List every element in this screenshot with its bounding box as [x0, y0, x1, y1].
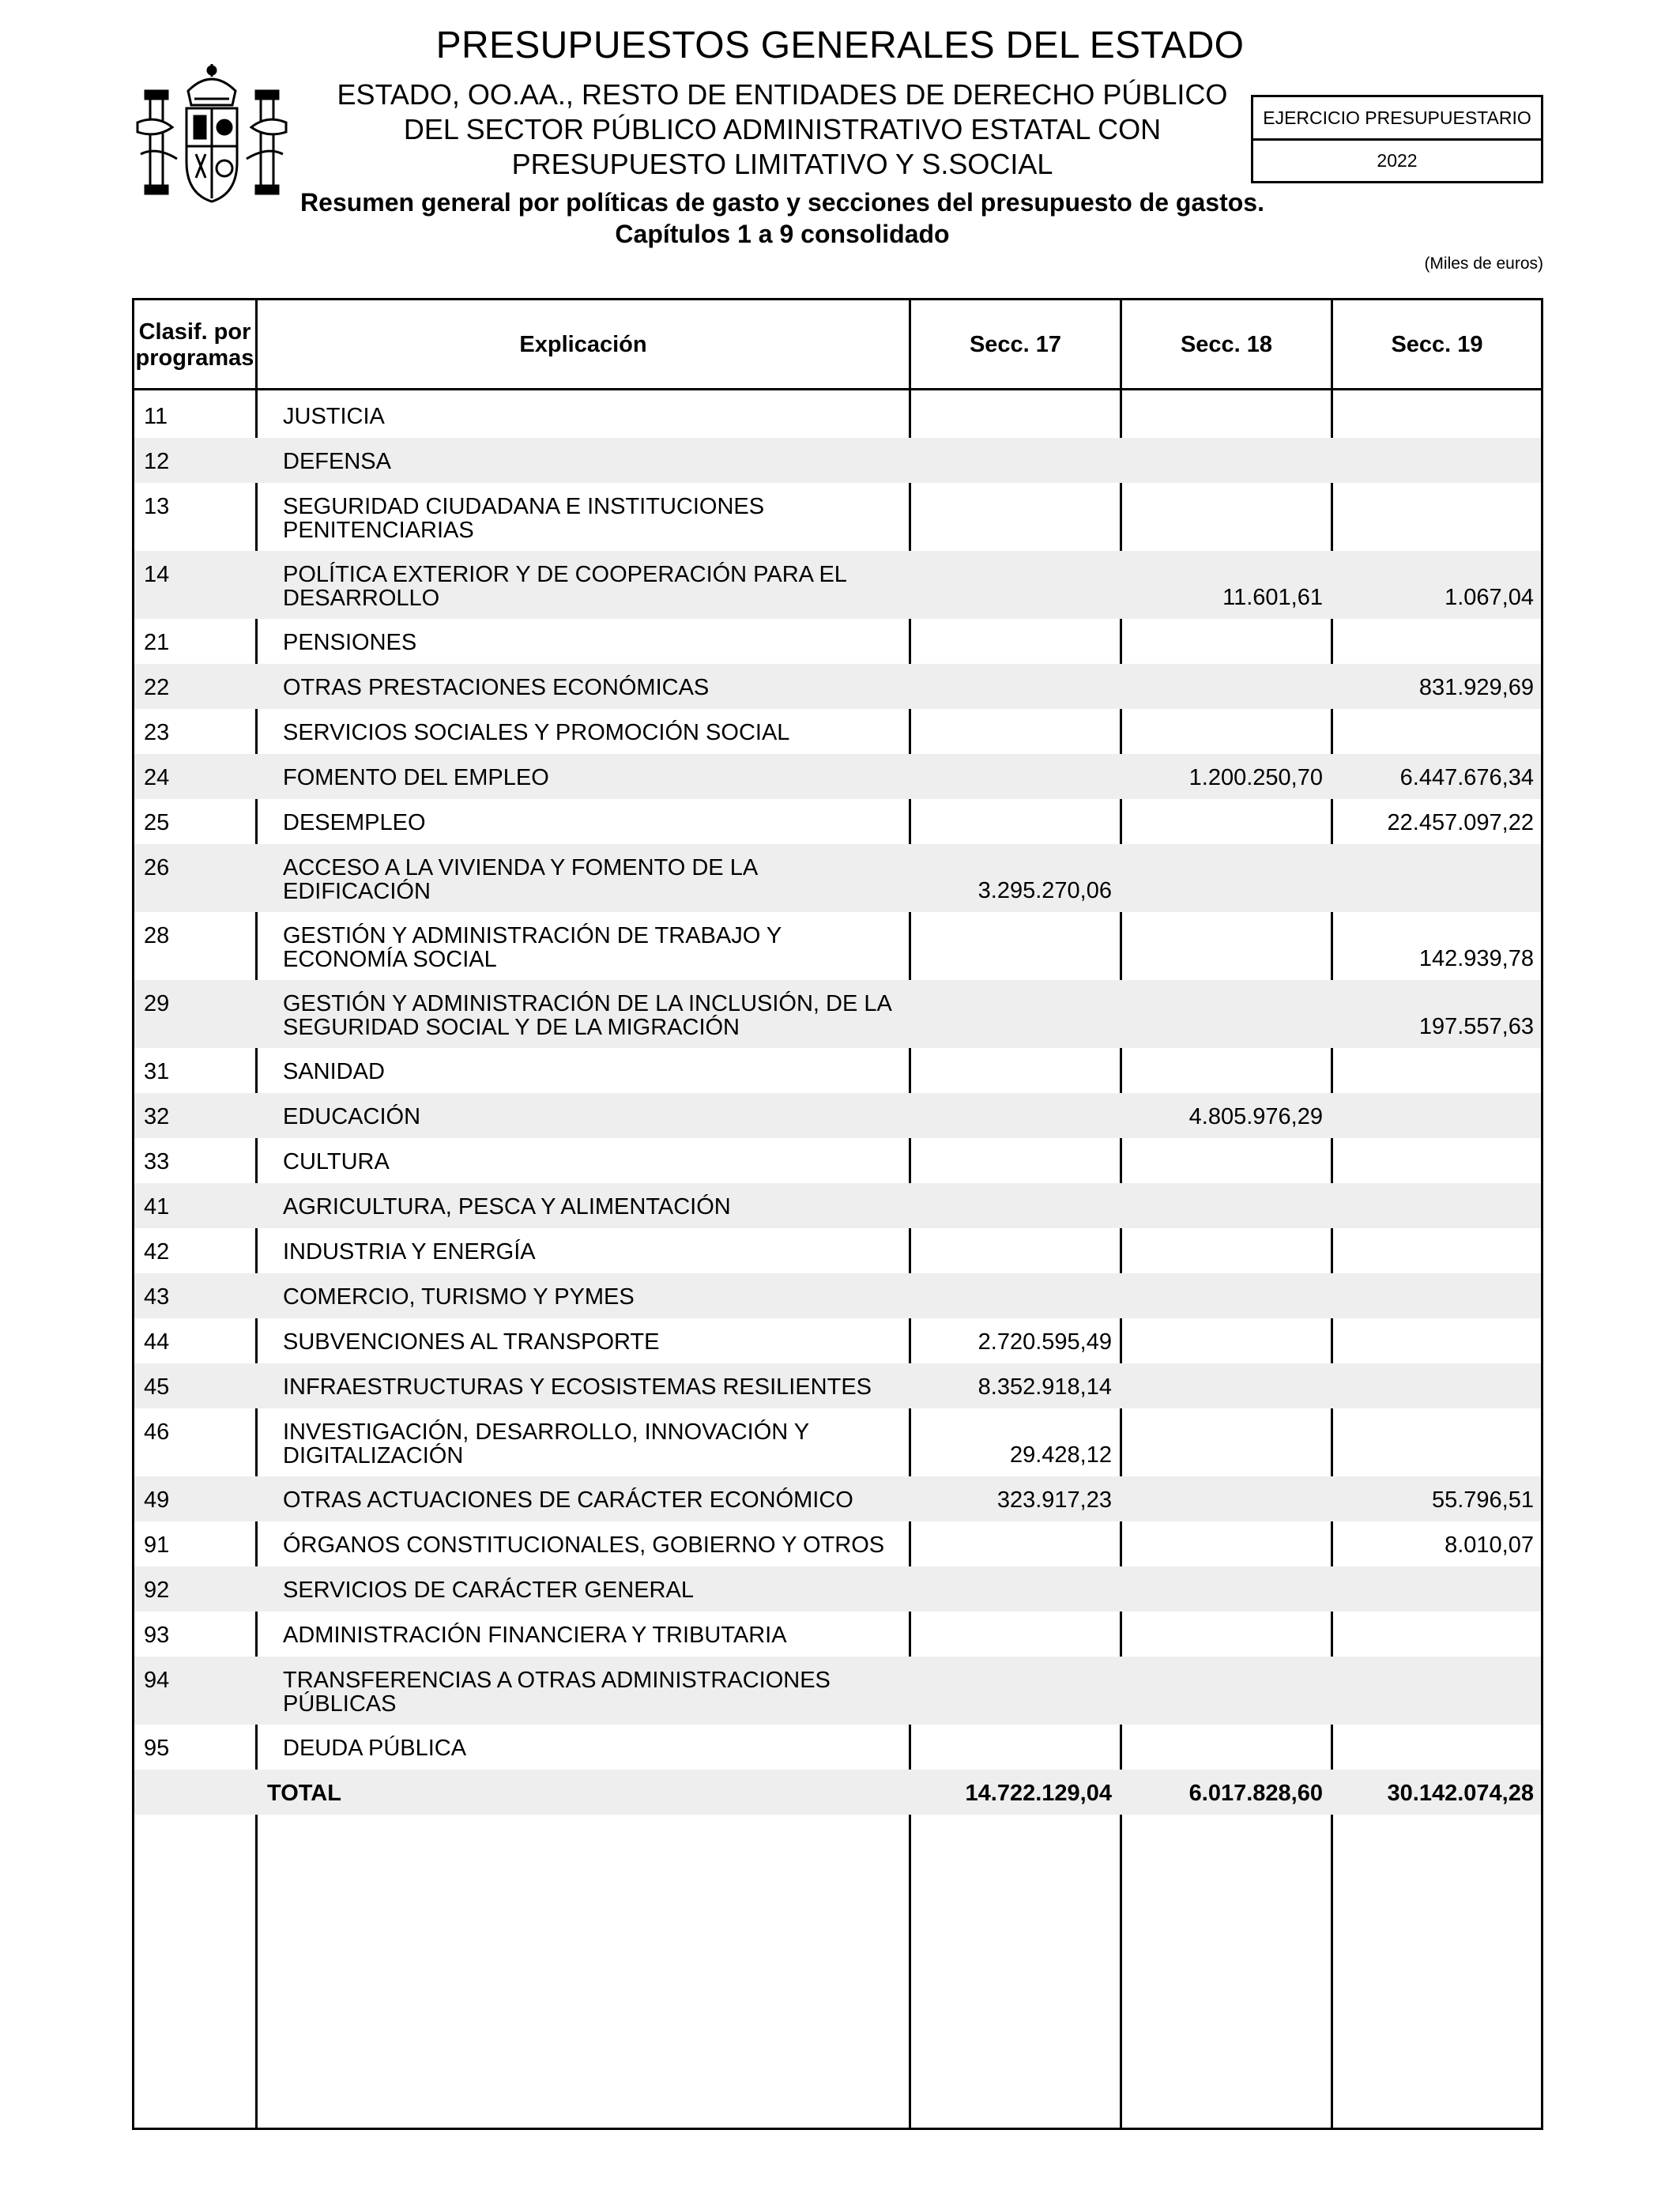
row-code: 28 [144, 923, 170, 948]
subtitle-line-3: PRESUPUESTO LIMITATIVO Y S.SOCIAL [511, 148, 1053, 180]
ejercicio-box [1251, 95, 1543, 183]
row-secc17-value: 3.295.270,06 [977, 878, 1112, 903]
row-code: 22 [144, 675, 170, 700]
col-header-explicacion: Explicación [519, 332, 647, 357]
summary-line-1: Resumen general por políticas de gasto y secciones del presupuesto de gastos. [300, 188, 1264, 217]
row-description: INVESTIGACIÓN, DESARROLLO, INNOVACIÓN Y DIGITALIZACIÓN [283, 1419, 809, 1468]
total-label: TOTAL [267, 1781, 341, 1806]
row-code: 41 [144, 1194, 170, 1220]
row-secc17-value: 8.352.918,14 [977, 1374, 1112, 1400]
summary-line-2: Capítulos 1 a 9 consolidado [615, 220, 950, 248]
row-code: 31 [144, 1059, 170, 1084]
row-description: SEGURIDAD CIUDADANA E INSTITUCIONES PENITENCIARIAS [283, 494, 765, 543]
row-description: COMERCIO, TURISMO Y PYMES [283, 1284, 635, 1310]
col-header-secc18: Secc. 18 [1180, 332, 1273, 357]
row-code: 42 [144, 1239, 170, 1265]
row-secc18-value: 4.805.976,29 [1188, 1104, 1323, 1129]
subtitle-line-2: DEL SECTOR PÚBLICO ADMINISTRATIVO ESTATAL CON [403, 113, 1162, 145]
row-description: AGRICULTURA, PESCA Y ALIMENTACIÓN [283, 1194, 731, 1220]
row-code: 95 [144, 1736, 170, 1761]
row-secc17-value: 2.720.595,49 [977, 1329, 1112, 1355]
row-description: SERVICIOS SOCIALES Y PROMOCIÓN SOCIAL [283, 720, 790, 745]
row-description: GESTIÓN Y ADMINISTRACIÓN DE LA INCLUSIÓN, DE LA SEGURIDAD SOCIAL Y DE LA MIGRACIÓN [283, 991, 891, 1040]
row-secc19-value: 22.457.097,22 [1387, 810, 1534, 835]
row-secc17-value: 29.428,12 [1009, 1442, 1112, 1468]
row-code: 25 [144, 810, 170, 835]
row-description: ACCESO A LA VIVIENDA Y FOMENTO DE LA EDIFICACIÓN [283, 855, 757, 904]
total-row-band [134, 1770, 1541, 1815]
row-secc19-value: 142.939,78 [1418, 946, 1534, 971]
row-description: DEUDA PÚBLICA [283, 1736, 467, 1761]
row-code: 49 [144, 1487, 170, 1513]
total-secc18-value: 6.017.828,60 [1188, 1781, 1323, 1806]
row-code: 46 [144, 1419, 170, 1445]
row-description: DESEMPLEO [283, 810, 426, 835]
page-title: PRESUPUESTOS GENERALES DEL ESTADO [435, 25, 1245, 66]
col-header-clasif-line1: Clasif. por [138, 319, 251, 345]
row-code: 92 [144, 1578, 170, 1603]
row-description: SANIDAD [283, 1059, 385, 1084]
col-header-clasif [134, 300, 255, 390]
row-code: 13 [144, 494, 170, 519]
row-description: INDUSTRIA Y ENERGÍA [283, 1239, 536, 1265]
row-code: 45 [144, 1374, 170, 1400]
row-code: 44 [144, 1329, 170, 1355]
row-code: 32 [144, 1104, 170, 1129]
row-secc19-value: 831.929,69 [1418, 675, 1534, 700]
row-code: 93 [144, 1623, 170, 1648]
row-description: ADMINISTRACIÓN FINANCIERA Y TRIBUTARIA [283, 1623, 787, 1648]
col-header-secc19: Secc. 19 [1391, 332, 1483, 357]
row-code: 14 [144, 562, 170, 587]
row-description: TRANSFERENCIAS A OTRAS ADMINISTRACIONES PÚBLICAS [283, 1668, 831, 1717]
row-description: CULTURA [283, 1149, 390, 1174]
col-header-clasif-line2: programas [135, 345, 254, 371]
row-code: 43 [144, 1284, 170, 1310]
row-secc19-value: 55.796,51 [1431, 1487, 1534, 1513]
row-secc17-value: 323.917,23 [996, 1487, 1112, 1513]
row-description: INFRAESTRUCTURAS Y ECOSISTEMAS RESILIENTES [283, 1374, 872, 1400]
row-description: SUBVENCIONES AL TRANSPORTE [283, 1329, 660, 1355]
coat-of-arms-icon [133, 59, 291, 217]
row-code: 26 [144, 855, 170, 880]
row-description: PENSIONES [283, 630, 417, 655]
subtitle-line-1: ESTADO, OO.AA., RESTO DE ENTIDADES DE DERECHO PÚBLICO [337, 78, 1228, 111]
units-note: (Miles de euros) [1424, 254, 1543, 273]
row-description: OTRAS ACTUACIONES DE CARÁCTER ECONÓMICO [283, 1487, 853, 1513]
row-description: POLÍTICA EXTERIOR Y DE COOPERACIÓN PARA EL DESARROLLO [283, 562, 846, 611]
ejercicio-year: 2022 [1377, 150, 1418, 171]
row-description: JUSTICIA [283, 404, 385, 429]
row-secc19-value: 197.557,63 [1418, 1014, 1534, 1039]
row-description: EDUCACIÓN [283, 1104, 421, 1129]
row-code: 94 [144, 1668, 170, 1693]
row-code: 33 [144, 1149, 170, 1174]
row-code: 21 [144, 630, 170, 655]
row-description: SERVICIOS DE CARÁCTER GENERAL [283, 1578, 694, 1603]
row-code: 91 [144, 1532, 170, 1558]
row-description: DEFENSA [283, 449, 391, 474]
total-secc17-value: 14.722.129,04 [965, 1781, 1112, 1806]
row-secc18-value: 1.200.250,70 [1188, 765, 1323, 790]
row-secc18-value: 11.601,61 [1222, 585, 1323, 610]
col-header-secc17: Secc. 17 [969, 332, 1062, 357]
ejercicio-label: EJERCICIO PRESUPUESTARIO [1253, 97, 1541, 141]
row-code: 23 [144, 720, 170, 745]
row-code: 12 [144, 449, 170, 474]
row-description: FOMENTO DEL EMPLEO [283, 765, 549, 790]
row-code: 11 [144, 404, 168, 429]
total-secc19-value: 30.142.074,28 [1387, 1781, 1534, 1806]
row-secc19-value: 1.067,04 [1445, 585, 1534, 610]
row-description: OTRAS PRESTACIONES ECONÓMICAS [283, 675, 710, 700]
row-code: 24 [144, 765, 170, 790]
row-secc19-value: 8.010,07 [1445, 1532, 1534, 1558]
row-description: ÓRGANOS CONSTITUCIONALES, GOBIERNO Y OTROS [283, 1532, 885, 1558]
row-code: 29 [144, 991, 170, 1016]
row-description: GESTIÓN Y ADMINISTRACIÓN DE TRABAJO Y ECONOMÍA SOCIAL [283, 923, 782, 972]
row-secc19-value: 6.447.676,34 [1399, 765, 1534, 790]
